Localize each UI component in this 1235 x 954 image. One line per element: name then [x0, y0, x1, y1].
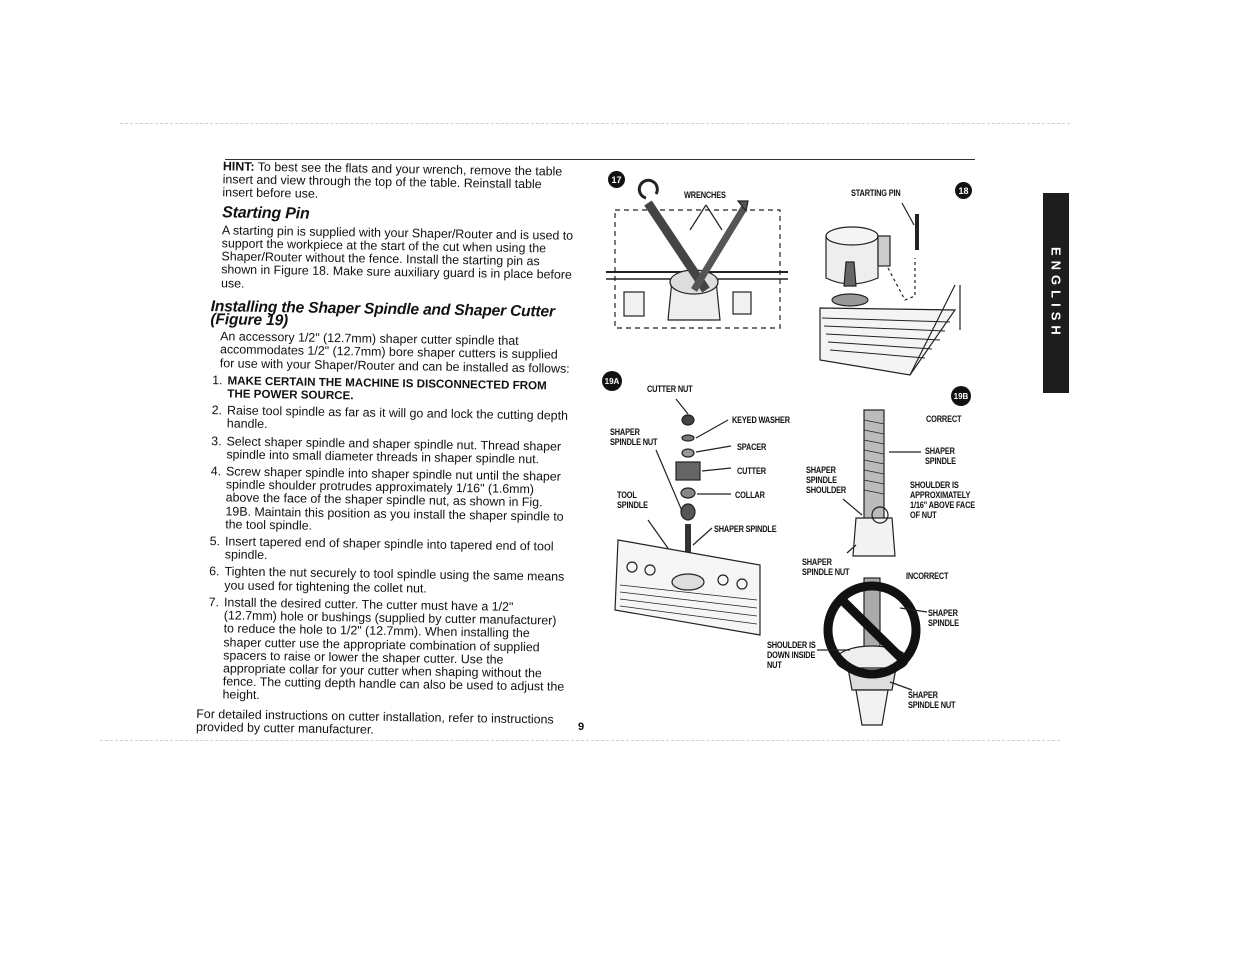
label-shaper-spindle-incorrect: SHAPER SPINDLE — [928, 608, 959, 628]
label-shaper-spindle-correct: SHAPER SPINDLE — [925, 446, 956, 466]
hint-body: To best see the flats and your wrench, remove the table insert and view through the top of the table. Reinstall table insert before use. — [222, 159, 563, 202]
step-number: 7. — [208, 595, 220, 610]
label-cutter-nut: CUTTER NUT — [647, 384, 693, 394]
figure-18-drawing — [820, 203, 960, 375]
install-intro: An accessory 1/2" (12.7mm) shaper cutter spindle that accommodates 1/2" (12.7mm) bore shaper cutters is supplied for use with your Shaper/Router and can be installed as follows: — [219, 329, 570, 376]
label-shoulder-down: SHOULDER IS DOWN INSIDE NUT — [767, 640, 816, 670]
step-text: Screw shaper spindle into shaper spindle nut until the shaper spindle shoulder protrudes approximately 1/16" (1.6mm) above the face of the shaper spindle nut, as shown in Fig. 19B. Maintain this position as you install the shaper spindle to the tool spindle. — [225, 464, 564, 533]
label-shoulder-above-face: SHOULDER IS APPROXIMATELY 1/16" ABOVE FACE OF NUT — [910, 480, 975, 520]
starting-pin-body: A starting pin is supplied with your Shaper/Router and is used to support the workpiece at the start of the cut when using the Shaper/Router without the fence. Install the starting pin as shown in Figure 18. Make sure auxiliary guard is in place before use. — [220, 223, 574, 291]
label-shaper-spindle-nut-mid: SHAPER SPINDLE NUT — [802, 557, 850, 577]
install-heading: Installing the Shaper Spindle and Shaper Cutter (Figure 19) — [210, 297, 555, 330]
closing-note: For detailed instructions on cutter installation, refer to instructions provided by cutter manufacturer. — [195, 706, 554, 737]
step-text: Insert tapered end of shaper spindle into tapered end of tool spindle. — [224, 534, 554, 563]
figure-19a-badge: 19A — [602, 371, 622, 391]
figure-17-drawing — [606, 180, 788, 328]
label-keyed-washer: KEYED WASHER — [732, 415, 790, 425]
figure-18-badge: 18 — [955, 182, 972, 199]
label-shaper-spindle-shoulder: SHAPER SPINDLE SHOULDER — [806, 465, 847, 495]
label-wrenches: WRENCHES — [684, 190, 726, 200]
label-incorrect: INCORRECT — [906, 571, 949, 581]
label-shaper-spindle: SHAPER SPINDLE — [714, 524, 777, 534]
label-shaper-spindle-nut: SHAPER SPINDLE NUT — [610, 427, 658, 447]
label-starting-pin: STARTING PIN — [851, 188, 901, 198]
step-number: 1. — [212, 372, 223, 388]
figure-17-badge: 17 — [608, 171, 625, 188]
step-number: 3. — [211, 433, 222, 448]
language-tab-label: ENGLISH — [1048, 246, 1064, 340]
label-collar: COLLAR — [735, 490, 765, 500]
label-spacer: SPACER — [737, 442, 767, 452]
label-correct: CORRECT — [926, 414, 962, 424]
step-number: 2. — [211, 403, 223, 418]
step-number: 4. — [210, 464, 222, 479]
step-number: 6. — [209, 564, 220, 579]
starting-pin-heading: Starting Pin — [222, 203, 310, 223]
page-number: 9 — [578, 721, 585, 733]
label-shaper-spindle-nut-bottom: SHAPER SPINDLE NUT — [908, 690, 956, 710]
step-text: Select shaper spindle and shaper spindle nut. Thread shaper spindle into small diameter threads in shaper spindle nut. — [226, 434, 562, 467]
hint-label: HINT: — [222, 159, 255, 174]
step-text: MAKE CERTAIN THE MACHINE IS DISCONNECTED FROM THE POWER SOURCE. — [227, 374, 547, 403]
step-text: Install the desired cutter. The cutter must have a 1/2" (12.7mm) hole or bushings (supplied by cutter manufacturer) to reduce the hole to 1/2" (12.7mm). When installing the shaper cutter use the appropriate combination of supplied spacers to raise or lower the shaper cutter. Use the appropriate collar for your cutter when shaping without the fence. The cutting depth handle can also be used to adjust the height. — [222, 595, 565, 703]
figure-19b-badge: 19B — [951, 386, 971, 406]
step-text: Tighten the nut securely to tool spindle using the same means you used for tightening the collet nut. — [224, 564, 565, 596]
step-text: Raise tool spindle as far as it will go and lock the cutting depth handle. — [226, 403, 569, 432]
label-tool-spindle: TOOL SPINDLE — [617, 490, 648, 510]
label-cutter: CUTTER — [737, 466, 766, 476]
step-number: 5. — [209, 534, 221, 549]
